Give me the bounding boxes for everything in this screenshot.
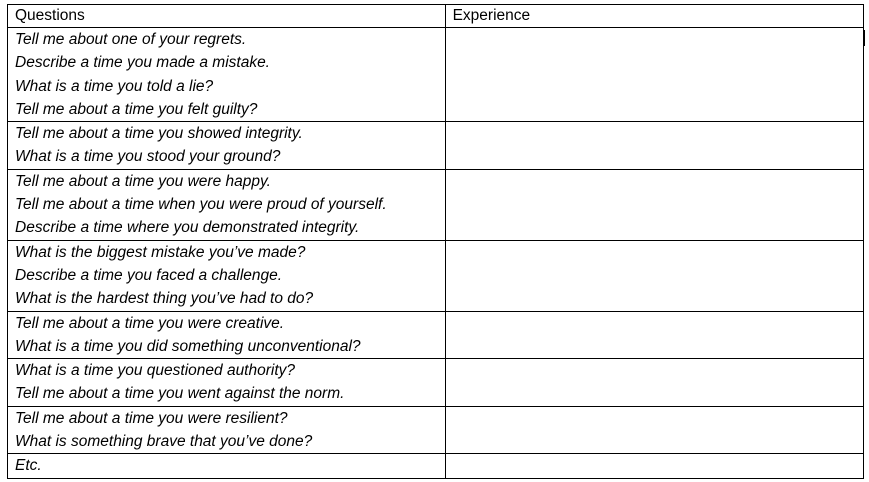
table-row	[8, 169, 864, 240]
questions-cell	[8, 311, 446, 359]
question-text: What is a time you stood your ground?	[15, 148, 281, 166]
header-experience: Experience	[445, 5, 863, 28]
experience-cell[interactable]	[445, 454, 863, 478]
questions-cell	[8, 28, 446, 122]
question-text: Tell me about a time you were creative.	[15, 314, 285, 332]
header-questions: Questions	[8, 5, 446, 28]
question-text: Tell me about one of your regrets.	[15, 31, 247, 48]
questions-cell	[8, 406, 446, 454]
experience-cell[interactable]	[445, 240, 863, 311]
question-text: Tell me about a time you were resilient?	[15, 409, 288, 427]
question-text: Tell me about a time you went against the norm.	[15, 385, 345, 403]
questions-cell	[8, 122, 446, 170]
text-cursor	[864, 30, 865, 46]
question-text: What is a time you did something unconventional?	[15, 337, 361, 355]
question-text: What is a time you questioned authority?	[15, 362, 296, 380]
question-text: What is the hardest thing you’ve had to do?	[15, 290, 314, 308]
questions-cell	[8, 169, 446, 240]
table-row	[8, 359, 864, 407]
question-text: Tell me about a time you showed integrity.	[15, 125, 303, 143]
question-text: Tell me about a time when you were proud of yourself.	[15, 196, 387, 214]
question-text: What is a time you told a lie?	[15, 77, 214, 95]
experience-cell[interactable]	[445, 359, 863, 407]
questions-table	[7, 4, 864, 479]
experience-cell[interactable]	[445, 169, 863, 240]
table-row	[8, 28, 864, 122]
experience-cell[interactable]	[445, 28, 863, 122]
experience-cell[interactable]	[445, 122, 863, 170]
question-text: Describe a time where you demonstrated integrity.	[15, 219, 360, 237]
question-text: What is the biggest mistake you’ve made?	[15, 243, 306, 261]
questions-cell	[8, 454, 446, 478]
questions-cell	[8, 240, 446, 311]
table-row	[8, 311, 864, 359]
table-row	[8, 122, 864, 170]
experience-cell[interactable]	[445, 406, 863, 454]
question-text: Tell me about a time you felt guilty?	[15, 100, 258, 118]
table-row	[8, 454, 864, 478]
question-text: Describe a time you made a mistake.	[15, 54, 270, 72]
question-text: Describe a time you faced a challenge.	[15, 266, 283, 284]
table-row	[8, 240, 864, 311]
table-row	[8, 406, 864, 454]
question-text: What is something brave that you’ve done?	[15, 433, 313, 451]
questions-cell	[8, 359, 446, 407]
header-row	[8, 5, 864, 28]
experience-cell[interactable]	[445, 311, 863, 359]
question-text: Tell me about a time you were happy.	[15, 172, 271, 190]
question-text: Etc.	[15, 457, 42, 475]
